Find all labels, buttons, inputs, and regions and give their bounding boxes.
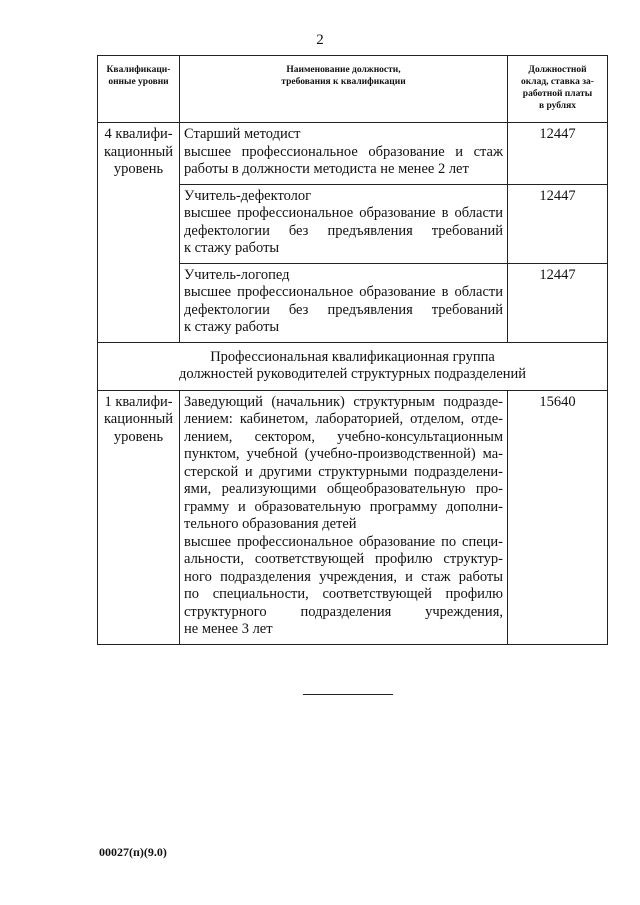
qualification-table (97, 55, 608, 645)
table-row (98, 123, 608, 185)
group-heading-row (98, 342, 608, 390)
position-department-head: Заведующий (начальник) структурным подразде- лением: кабинетом, лабораторией, отделом, отде- лением, сектором, учебно-консультационным пунктом, учебной (учебно-производственной) ма- стерской и другими структурными подразделени- ями, реализующими общеобразовательную про- грамму и образовательную программу дополни- тельного образования детей высшее профессиональное образование по специ- альности, соответствующей профилю структур- ного подразделения учреждения, и стаж работы по специальности, соответствующей профилю структурного подразделения учреждения, не менее 3 лет (180, 390, 508, 644)
salary-cell: 12447 (508, 184, 608, 263)
level-4-cell: 4 квалифи- кационный уровень (98, 123, 180, 343)
header-salary: Должностной оклад, ставка за- работной платы в рублях (508, 56, 608, 123)
header-position: Наименование должности, требования к квалификации (180, 56, 508, 123)
level-1-cell: 1 квалифи- кационный уровень (98, 390, 180, 644)
position-senior-methodist: Старший методист высшее профессиональное образование и стаж работы в должности методиста не менее 2 лет (180, 123, 508, 185)
position-defectologist: Учитель-дефектолог высшее профессиональное образование в области дефектологии без предъявления требований к стажу работы (180, 184, 508, 263)
closing-divider (303, 694, 393, 695)
table-row (98, 390, 608, 644)
salary-cell: 12447 (508, 263, 608, 342)
header-level: Квалификаци- онные уровни (98, 56, 180, 123)
salary-cell: 15640 (508, 390, 608, 644)
group-heading: Профессиональная квалификационная группа должностей руководителей структурных подразделений (98, 342, 608, 390)
position-speech-therapist: Учитель-логопед высшее профессиональное образование в области дефектологии без предъявления требований к стажу работы (180, 263, 508, 342)
document-code: 00027(п)(9.0) (99, 845, 167, 859)
page-number: 2 (316, 32, 324, 48)
salary-cell: 12447 (508, 123, 608, 185)
table-header-row (98, 56, 608, 123)
